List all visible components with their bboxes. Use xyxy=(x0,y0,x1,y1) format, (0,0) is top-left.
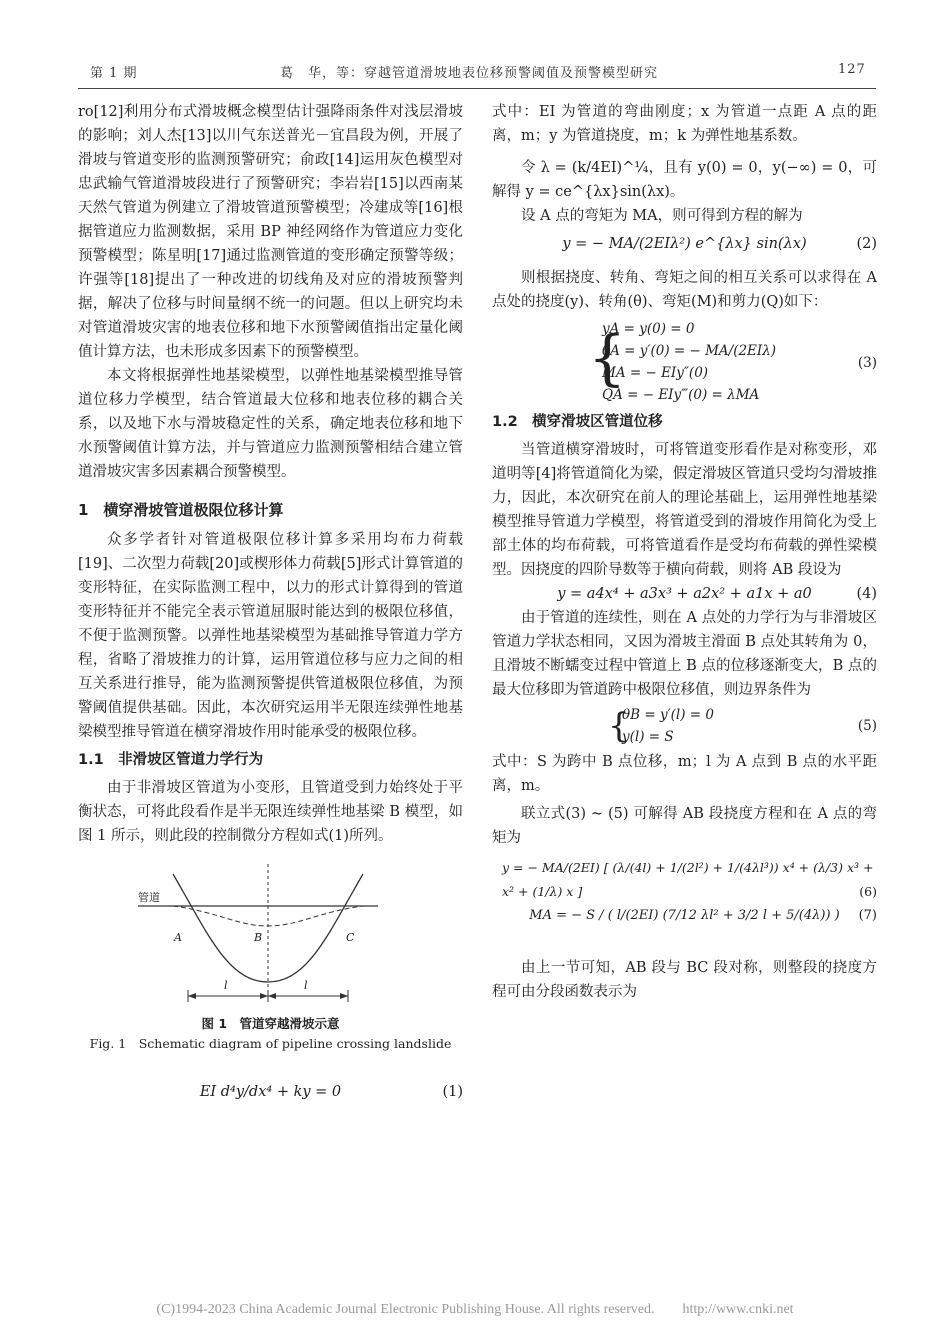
point-c-label: C xyxy=(346,931,355,944)
equation-body: MA = − S / ( l/(2EI) (7/12 λl² + 3/2 l + 5/(4λ)) ) xyxy=(529,908,840,923)
figure-caption-en: Fig. 1 Schematic diagram of pipeline crossing landslide xyxy=(89,1036,452,1051)
equation-7 xyxy=(492,904,877,956)
equation-2 xyxy=(492,232,877,262)
paragraph: 本文将根据弹性地基梁模型，以弹性地基梁模型推导管道位移力学模型，结合管道最大位移和地表位移的耦合关系，以及地下水与滑坡稳定性的关系，确定地表位移和地下水预警阈值计算方法，并与管道应力监测预警相结合建立管道滑坡灾害多因素耦合预警模型。 xyxy=(78,368,463,480)
span-label-right: l xyxy=(304,979,308,992)
paragraph: 令 λ = (k/4EI)^¼，且有 y(0) = 0，y(−∞) = 0，可解得 y = ce^{λx}sin(λx)。 xyxy=(492,160,877,200)
equation-number: (3) xyxy=(857,355,877,371)
equation-4 xyxy=(492,582,877,606)
paragraph: 由上一节可知，AB 段与 BC 段对称，则整段的挠度方程可由分段函数表示为 xyxy=(492,960,877,1000)
equation-number: (5) xyxy=(857,718,877,734)
figure-caption-cn: 图 1 管道穿越滑坡示意 xyxy=(201,1016,340,1031)
copyright-footer: (C)1994-2023 China Academic Journal Electronic Publishing House. All rights reserved. http://www.cnki.net xyxy=(156,1302,794,1317)
section-heading: 1 横穿滑坡管道极限位移计算 xyxy=(78,501,284,519)
article-title: 葛 华，等：穿越管道滑坡地表位移预警阈值及预警模型研究 xyxy=(280,66,659,81)
equation-line: θB = y′(l) = 0 xyxy=(622,707,714,723)
paragraph: 式中：EI 为管道的弯曲刚度；x 为管道一点距 A 点的距离，m；y 为管道挠度，m；k 为弹性地基系数。 xyxy=(492,104,877,144)
paragraph: 设 A 点的弯矩为 MA，则可得到方程的解为 xyxy=(521,208,803,224)
paragraph: 则根据挠度、转角、弯矩之间的相互关系可以求得在 A 点处的挠度(y)、转角(θ)、弯矩(M)和剪力(Q)如下： xyxy=(492,270,877,310)
equation-number: (6) xyxy=(859,884,877,899)
brace-icon: { xyxy=(608,706,630,746)
equation-6 xyxy=(492,856,877,904)
page-number: 127 xyxy=(838,62,866,77)
equation-body: EI d⁴y/dx⁴ + ky = 0 xyxy=(199,1084,342,1100)
subsection-heading: 1.1 非滑坡区管道力学行为 xyxy=(78,752,264,768)
equation-3 xyxy=(492,318,877,406)
paragraph: 由于非滑坡区管道为小变形，且管道受到力始终处于平衡状态，可将此段看作是半无限连续弹性地基梁 B 模型，如图 1 所示，则此段的控制微分方程如式(1)所列。 xyxy=(78,780,463,844)
equation-number: (7) xyxy=(858,908,877,923)
equation-5 xyxy=(492,704,877,748)
subsection-heading: 1.2 横穿滑坡区管道位移 xyxy=(492,414,663,430)
equation-number: (2) xyxy=(856,236,877,252)
paragraph: 联立式(3) ~ (5) 可解得 AB 段挠度方程和在 A 点的弯矩为 xyxy=(492,806,877,846)
equation-body: y = a4x⁴ + a3x³ + a2x² + a1x + a0 xyxy=(557,586,812,602)
brace-icon: { xyxy=(588,323,627,393)
equation-body: y = − MA/(2EI) [ (λ/(4l) + 1/(2l²) + 1/(4λl³)) x⁴ + (λ/3) x³ + x² + (1/λ) x ] xyxy=(502,860,874,899)
paragraph: 当管道横穿滑坡时，可将管道变形看作是对称变形，邓道明等[4]将管道简化为梁，假定滑坡区管道只受均匀滑坡推力，因此，本次研究在前人的理论基础上，运用弹性地基梁模型推导管道力学模型，将管道受到的滑坡作用简化为受上部土体的均布荷载，可将管道看作是受均布荷载的弹性梁模型。因挠度的四阶导数等于横向荷载，则将 AB 段设为 xyxy=(492,442,877,578)
pipe-label: 管道 xyxy=(138,891,160,904)
pipeline-diagram xyxy=(78,854,463,1014)
equation-line: QA = − EIy‴(0) = λMA xyxy=(602,387,760,403)
equation-body: y = − MA/(2EIλ²) e^{λx} sin(λx) xyxy=(562,236,807,252)
paragraph: ro[12]利用分布式滑坡概念模型估计强降雨条件对浅层滑坡的影响；刘人杰[13]以川气东送普光－宜昌段为例，开展了滑坡与管道变形的监测预警研究；俞政[14]运用灰色模型对忠武输气管道滑坡段进行了预警研究；李岩岩[15]以西南某天然气管道为例建立了滑坡管道预警模型；冷建成等[16]根据管道应力监测数据，采用 BP 神经网络作为管道应力变化预警模型；陈星明[17]通过监测管道的变形确定预警等级；许强等[18]提出了一种改进的切线角及对应的滑坡预警判据，解决了位移与时间量纲不统一的问题。但以上研究均未对管道滑坡灾害的地表位移和地下水预警阈值指出定量化阈值计算方法，也未形成多因素下的预警模型。 xyxy=(78,104,463,360)
left-column xyxy=(78,100,463,1110)
header-rule xyxy=(78,88,876,89)
equation-1 xyxy=(78,1080,463,1110)
equation-line: MA = − EIy″(0) xyxy=(602,365,709,381)
equation-line: y(l) = S xyxy=(622,729,674,745)
point-b-label: B xyxy=(254,931,263,944)
equation-number: (1) xyxy=(442,1084,463,1100)
paragraph: 众多学者针对管道极限位移计算多采用均布力荷载[19]、二次型力荷载[20]或楔形体力荷载[5]形式计算管道的变形特征，在实际监测工程中，以力的形式计算得到的管道变形特征并不能完全表示管道屈服时能达到的极限位移值，不便于监测预警。以弹性地基梁模型为基础推导管道力学方程，省略了滑坡推力的计算，运用管道位移与应力之间的相互关系进行推导，能为监测预警提供管道极限位移值，为预警阈值提供基础。因此，本次研究运用半无限连续弹性地基梁模型推导管道在横穿滑坡作用时能承受的极限位移。 xyxy=(78,532,463,740)
issue-number: 第 1 期 xyxy=(90,66,138,81)
point-a-label: A xyxy=(174,931,182,944)
span-label-left: l xyxy=(224,979,228,992)
paragraph: 式中：S 为跨中 B 点位移，m；l 为 A 点到 B 点的水平距离，m。 xyxy=(492,754,877,794)
equation-line: yA = y(0) = 0 xyxy=(602,321,695,337)
equation-line: θA = y′(0) = − MA/(2EIλ) xyxy=(602,343,777,359)
paragraph: 由于管道的连续性，则在 A 点处的力学行为与非滑坡区管道力学状态相同，又因为滑坡主滑面 B 点处其转角为 0，且滑坡不断蠕变过程中管道上 B 点的位移逐渐变大，B 点的最大位移即为管道跨中极限位移值，则边界条件为 xyxy=(492,610,877,698)
right-column xyxy=(492,100,877,1004)
equation-number: (4) xyxy=(856,586,877,602)
figure-1 xyxy=(78,848,463,1058)
